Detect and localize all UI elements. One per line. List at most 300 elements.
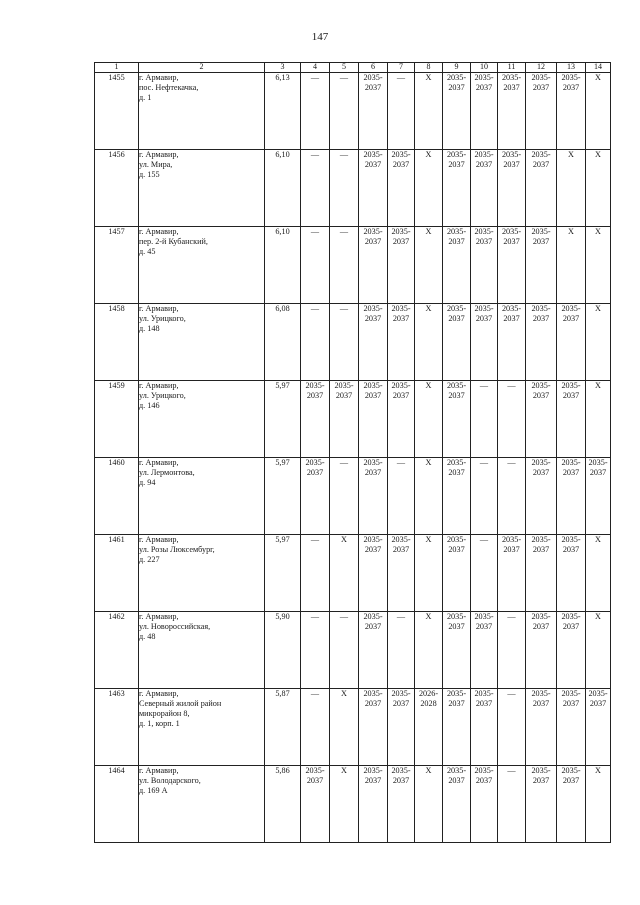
period-cell xyxy=(388,150,415,227)
period-text: 2035- 2037 xyxy=(446,381,467,400)
period-cell xyxy=(471,304,498,381)
period-text: 2026- 2028 xyxy=(418,689,439,708)
period-text: 2035- 2037 xyxy=(334,381,354,400)
value-cell: 5,97 xyxy=(265,535,301,612)
period-cell xyxy=(586,381,611,458)
period-cell xyxy=(557,689,586,766)
period-text: 2035- 2037 xyxy=(305,381,325,400)
period-cell xyxy=(415,535,443,612)
row-number: 1463 xyxy=(95,689,139,766)
value-cell: 6,10 xyxy=(265,150,301,227)
period-text: — xyxy=(479,535,489,544)
period-text: — xyxy=(310,73,320,82)
column-header: 6 xyxy=(359,63,388,73)
address-line: ул. Урицкого, xyxy=(139,391,186,400)
period-text: 2035- 2037 xyxy=(474,689,494,708)
address-line: ул. Лермонтова, xyxy=(139,468,195,477)
column-header: 13 xyxy=(557,63,586,73)
period-text: — xyxy=(507,689,516,698)
period-text: 2035- 2037 xyxy=(391,689,411,708)
value-cell: 6,13 xyxy=(265,73,301,150)
period-cell xyxy=(471,458,498,535)
page-number: 147 xyxy=(311,31,329,43)
period-cell xyxy=(388,766,415,843)
period-cell xyxy=(557,304,586,381)
address-line: ул. Новороссийская, xyxy=(139,622,211,631)
address-line: г. Армавир, xyxy=(139,227,179,236)
period-cell xyxy=(498,458,526,535)
period-text: Х xyxy=(568,150,574,159)
value-cell: 6,10 xyxy=(265,227,301,304)
period-text: 2035- 2037 xyxy=(446,227,467,246)
period-text: 2035- 2037 xyxy=(531,150,551,169)
period-cell xyxy=(330,535,359,612)
address-cell xyxy=(139,535,265,612)
period-text: 2035- 2037 xyxy=(531,381,551,400)
period-text: Х xyxy=(595,535,601,544)
period-cell xyxy=(471,689,498,766)
period-cell xyxy=(498,227,526,304)
period-text: 2035- 2037 xyxy=(363,612,383,631)
period-cell xyxy=(526,689,557,766)
column-header: 8 xyxy=(415,63,443,73)
period-text: — xyxy=(507,612,516,621)
period-text: 2035- 2037 xyxy=(391,535,411,554)
period-text: 2035- 2037 xyxy=(305,458,325,477)
period-text: 2035- 2037 xyxy=(531,535,551,554)
period-text: Х xyxy=(425,304,432,313)
address-line: г. Армавир, xyxy=(139,304,179,313)
period-text: 2035- 2037 xyxy=(531,766,551,785)
period-text: 2035- 2037 xyxy=(363,150,383,169)
period-text: 2035- 2037 xyxy=(561,304,581,323)
column-header: 10 xyxy=(471,63,498,73)
value-cell: 5,97 xyxy=(265,458,301,535)
period-cell xyxy=(301,304,330,381)
period-text: — xyxy=(479,458,489,467)
period-cell xyxy=(301,73,330,150)
period-cell xyxy=(330,458,359,535)
table-row xyxy=(95,612,611,689)
period-text: 2035- 2037 xyxy=(474,304,494,323)
period-cell xyxy=(359,227,388,304)
row-number: 1460 xyxy=(95,458,139,535)
period-cell xyxy=(388,612,415,689)
period-cell xyxy=(471,73,498,150)
address-cell xyxy=(139,150,265,227)
period-text: 2035- 2037 xyxy=(363,381,383,400)
period-cell xyxy=(443,73,471,150)
period-text: 2035- 2037 xyxy=(363,304,383,323)
period-cell xyxy=(388,227,415,304)
period-text: 2035- 2037 xyxy=(501,304,522,323)
table-row xyxy=(95,150,611,227)
period-text: Х xyxy=(425,766,432,775)
table-row xyxy=(95,689,611,766)
period-cell xyxy=(471,766,498,843)
address-line: г. Армавир, xyxy=(139,150,179,159)
period-text: 2035- 2037 xyxy=(588,458,608,477)
address-line: г. Армавир, xyxy=(139,766,179,775)
period-cell xyxy=(415,458,443,535)
period-text: — xyxy=(479,381,489,390)
row-number: 1457 xyxy=(95,227,139,304)
period-cell xyxy=(557,458,586,535)
period-cell xyxy=(301,150,330,227)
period-text: Х xyxy=(425,535,432,544)
period-text: 2035- 2037 xyxy=(474,612,494,631)
address-cell xyxy=(139,73,265,150)
period-text: — xyxy=(310,612,320,621)
address-line: д. 48 xyxy=(139,632,156,641)
period-cell xyxy=(526,381,557,458)
period-cell xyxy=(471,535,498,612)
period-text: 2035- 2037 xyxy=(446,612,467,631)
period-text: 2035- 2037 xyxy=(531,458,551,477)
row-number: 1459 xyxy=(95,381,139,458)
table-row xyxy=(95,766,611,843)
period-cell xyxy=(330,150,359,227)
period-text: — xyxy=(507,766,516,775)
period-text: Х xyxy=(595,150,601,159)
period-cell xyxy=(498,689,526,766)
period-cell xyxy=(301,535,330,612)
period-cell xyxy=(388,304,415,381)
period-cell xyxy=(388,689,415,766)
table-row xyxy=(95,304,611,381)
period-text: Х xyxy=(341,689,347,698)
address-line: г. Армавир, xyxy=(139,73,179,82)
period-text: — xyxy=(310,689,320,698)
period-text: 2035- 2037 xyxy=(474,227,494,246)
address-line: г. Армавир, xyxy=(139,612,179,621)
period-cell xyxy=(586,73,611,150)
period-text: 2035- 2037 xyxy=(446,458,467,477)
period-text: — xyxy=(339,227,349,236)
period-cell xyxy=(415,73,443,150)
address-cell xyxy=(139,689,265,766)
period-cell xyxy=(586,612,611,689)
period-cell xyxy=(443,766,471,843)
period-text: 2035- 2037 xyxy=(474,150,494,169)
period-text: Х xyxy=(425,73,432,82)
table-row xyxy=(95,458,611,535)
period-cell xyxy=(557,227,586,304)
period-text: 2035- 2037 xyxy=(501,227,522,246)
period-cell xyxy=(443,381,471,458)
period-cell xyxy=(415,150,443,227)
period-text: Х xyxy=(595,381,601,390)
period-text: 2035- 2037 xyxy=(391,227,411,246)
period-text: Х xyxy=(595,304,601,313)
period-cell xyxy=(415,689,443,766)
period-text: — xyxy=(339,612,349,621)
column-header: 1 xyxy=(95,63,139,73)
period-cell xyxy=(526,73,557,150)
period-text: 2035- 2037 xyxy=(531,612,551,631)
period-cell xyxy=(557,612,586,689)
period-cell xyxy=(443,304,471,381)
period-cell xyxy=(498,381,526,458)
period-text: — xyxy=(507,458,516,467)
address-line: пос. Нефтекачка, xyxy=(139,83,199,92)
address-line: Северный жилой район xyxy=(139,699,222,708)
period-cell xyxy=(359,612,388,689)
period-cell xyxy=(498,304,526,381)
period-text: 2035- 2037 xyxy=(363,227,383,246)
column-header: 14 xyxy=(586,63,611,73)
period-cell xyxy=(586,304,611,381)
row-number: 1455 xyxy=(95,73,139,150)
period-cell xyxy=(586,535,611,612)
period-text: 2035- 2037 xyxy=(391,304,411,323)
period-cell xyxy=(471,150,498,227)
period-text: 2035- 2037 xyxy=(446,304,467,323)
period-cell xyxy=(586,150,611,227)
period-text: 2035- 2037 xyxy=(363,458,383,477)
value-cell: 6,08 xyxy=(265,304,301,381)
period-cell xyxy=(301,458,330,535)
period-cell xyxy=(359,535,388,612)
period-cell xyxy=(498,535,526,612)
period-cell xyxy=(526,458,557,535)
period-text: 2035- 2037 xyxy=(363,766,383,785)
period-text: 2035- 2037 xyxy=(391,766,411,785)
period-text: 2035- 2037 xyxy=(446,689,467,708)
period-cell xyxy=(557,73,586,150)
address-line: д. 155 xyxy=(139,170,160,179)
address-cell xyxy=(139,227,265,304)
period-cell xyxy=(557,150,586,227)
period-text: Х xyxy=(425,612,432,621)
period-text: — xyxy=(396,612,406,621)
period-cell xyxy=(586,227,611,304)
period-cell xyxy=(557,535,586,612)
address-line: ул. Мира, xyxy=(139,160,173,169)
address-cell xyxy=(139,381,265,458)
row-number: 1462 xyxy=(95,612,139,689)
period-text: Х xyxy=(425,458,432,467)
address-line: д. 1, корп. 1 xyxy=(139,719,180,728)
period-text: 2035- 2037 xyxy=(531,73,551,92)
address-cell xyxy=(139,458,265,535)
period-text: Х xyxy=(595,73,601,82)
period-text: — xyxy=(310,304,320,313)
period-cell xyxy=(330,304,359,381)
period-cell xyxy=(301,381,330,458)
period-cell xyxy=(498,150,526,227)
period-cell xyxy=(301,766,330,843)
period-text: 2035- 2037 xyxy=(531,689,551,708)
period-cell xyxy=(443,227,471,304)
period-text: — xyxy=(339,458,349,467)
column-header: 4 xyxy=(301,63,330,73)
period-cell xyxy=(443,458,471,535)
period-text: 2035- 2037 xyxy=(305,766,325,785)
address-cell xyxy=(139,612,265,689)
period-cell xyxy=(557,766,586,843)
value-cell: 5,97 xyxy=(265,381,301,458)
period-text: — xyxy=(310,150,320,159)
period-text: — xyxy=(507,381,516,390)
period-text: Х xyxy=(595,766,601,775)
period-cell xyxy=(526,227,557,304)
column-header: 11 xyxy=(498,63,526,73)
period-text: Х xyxy=(425,381,432,390)
address-line: микрорайон 8, xyxy=(139,709,190,718)
period-text: Х xyxy=(341,766,347,775)
period-cell xyxy=(388,73,415,150)
period-cell xyxy=(330,612,359,689)
address-line: ул. Розы Люксембург, xyxy=(139,545,215,554)
table-row xyxy=(95,227,611,304)
period-cell xyxy=(301,227,330,304)
period-cell xyxy=(526,766,557,843)
row-number: 1461 xyxy=(95,535,139,612)
period-cell xyxy=(415,304,443,381)
period-cell xyxy=(415,227,443,304)
period-text: 2035- 2037 xyxy=(391,381,411,400)
period-text: — xyxy=(339,150,349,159)
table-row xyxy=(95,535,611,612)
period-cell xyxy=(498,73,526,150)
period-cell xyxy=(359,689,388,766)
period-text: 2035- 2037 xyxy=(501,535,522,554)
column-header: 5 xyxy=(330,63,359,73)
period-cell xyxy=(330,766,359,843)
period-text: 2035- 2037 xyxy=(363,689,383,708)
period-cell xyxy=(443,612,471,689)
address-cell xyxy=(139,766,265,843)
period-text: 2035- 2037 xyxy=(446,73,467,92)
table-row xyxy=(95,73,611,150)
period-text: Х xyxy=(341,535,347,544)
column-header: 9 xyxy=(443,63,471,73)
period-text: — xyxy=(396,458,406,467)
period-text: 2035- 2037 xyxy=(474,766,494,785)
period-cell xyxy=(443,535,471,612)
period-text: Х xyxy=(425,227,432,236)
period-text: 2035- 2037 xyxy=(474,73,494,92)
period-cell xyxy=(471,381,498,458)
period-cell xyxy=(557,381,586,458)
address-line: г. Армавир, xyxy=(139,381,179,390)
address-cell xyxy=(139,304,265,381)
period-text: 2035- 2037 xyxy=(561,612,581,631)
period-cell xyxy=(330,227,359,304)
value-cell: 5,90 xyxy=(265,612,301,689)
address-line: д. 94 xyxy=(139,478,156,487)
period-text: 2035- 2037 xyxy=(391,150,411,169)
period-cell xyxy=(526,535,557,612)
period-text: 2035- 2037 xyxy=(363,535,383,554)
address-line: д. 227 xyxy=(139,555,160,564)
period-cell xyxy=(471,227,498,304)
period-text: 2035- 2037 xyxy=(501,73,522,92)
data-table xyxy=(94,62,611,843)
period-text: 2035- 2037 xyxy=(561,535,581,554)
period-cell xyxy=(388,381,415,458)
row-number: 1464 xyxy=(95,766,139,843)
header-row xyxy=(95,63,611,73)
period-cell xyxy=(498,766,526,843)
period-cell xyxy=(359,381,388,458)
period-cell xyxy=(526,612,557,689)
address-line: пер. 2-й Кубанский, xyxy=(139,237,208,246)
address-line: г. Армавир, xyxy=(139,689,179,698)
period-text: 2035- 2037 xyxy=(561,458,581,477)
period-text: 2035- 2037 xyxy=(446,150,467,169)
row-number: 1458 xyxy=(95,304,139,381)
table-body xyxy=(95,73,611,843)
period-text: 2035- 2037 xyxy=(531,227,551,246)
period-text: 2035- 2037 xyxy=(561,689,581,708)
period-cell xyxy=(443,689,471,766)
period-cell xyxy=(415,612,443,689)
period-cell xyxy=(359,766,388,843)
period-text: Х xyxy=(425,150,432,159)
period-text: — xyxy=(396,73,406,82)
address-line: д. 146 xyxy=(139,401,160,410)
column-header: 12 xyxy=(526,63,557,73)
address-line: г. Армавир, xyxy=(139,535,179,544)
address-line: г. Армавир, xyxy=(139,458,179,467)
period-text: 2035- 2037 xyxy=(561,766,581,785)
period-text: 2035- 2037 xyxy=(446,535,467,554)
row-number: 1456 xyxy=(95,150,139,227)
period-text: 2035- 2037 xyxy=(501,150,522,169)
address-line: ул. Урицкого, xyxy=(139,314,186,323)
period-text: Х xyxy=(595,227,601,236)
period-cell xyxy=(388,458,415,535)
period-cell xyxy=(388,535,415,612)
period-text: — xyxy=(339,73,349,82)
period-cell xyxy=(359,304,388,381)
address-line: д. 148 xyxy=(139,324,160,333)
period-text: Х xyxy=(568,227,574,236)
table-row xyxy=(95,381,611,458)
value-cell: 5,87 xyxy=(265,689,301,766)
column-header: 7 xyxy=(388,63,415,73)
period-text: Х xyxy=(595,612,601,621)
period-text: 2035- 2037 xyxy=(363,73,383,92)
address-line: д. 169 А xyxy=(139,786,168,795)
period-cell xyxy=(471,612,498,689)
value-cell: 5,86 xyxy=(265,766,301,843)
period-cell xyxy=(443,150,471,227)
period-cell xyxy=(330,689,359,766)
period-cell xyxy=(526,304,557,381)
address-line: д. 45 xyxy=(139,247,156,256)
period-cell xyxy=(359,458,388,535)
period-text: — xyxy=(310,535,320,544)
period-text: 2035- 2037 xyxy=(531,304,551,323)
period-cell xyxy=(586,458,611,535)
address-line: ул. Володарского, xyxy=(139,776,201,785)
period-text: 2035- 2037 xyxy=(588,689,608,708)
period-cell xyxy=(415,381,443,458)
column-header: 3 xyxy=(265,63,301,73)
period-cell xyxy=(359,150,388,227)
period-cell xyxy=(301,689,330,766)
period-cell xyxy=(586,689,611,766)
period-text: — xyxy=(310,227,320,236)
period-text: — xyxy=(339,304,349,313)
period-text: 2035- 2037 xyxy=(561,73,581,92)
address-line: д. 1 xyxy=(139,93,152,102)
period-text: 2035- 2037 xyxy=(446,766,467,785)
period-cell xyxy=(526,150,557,227)
